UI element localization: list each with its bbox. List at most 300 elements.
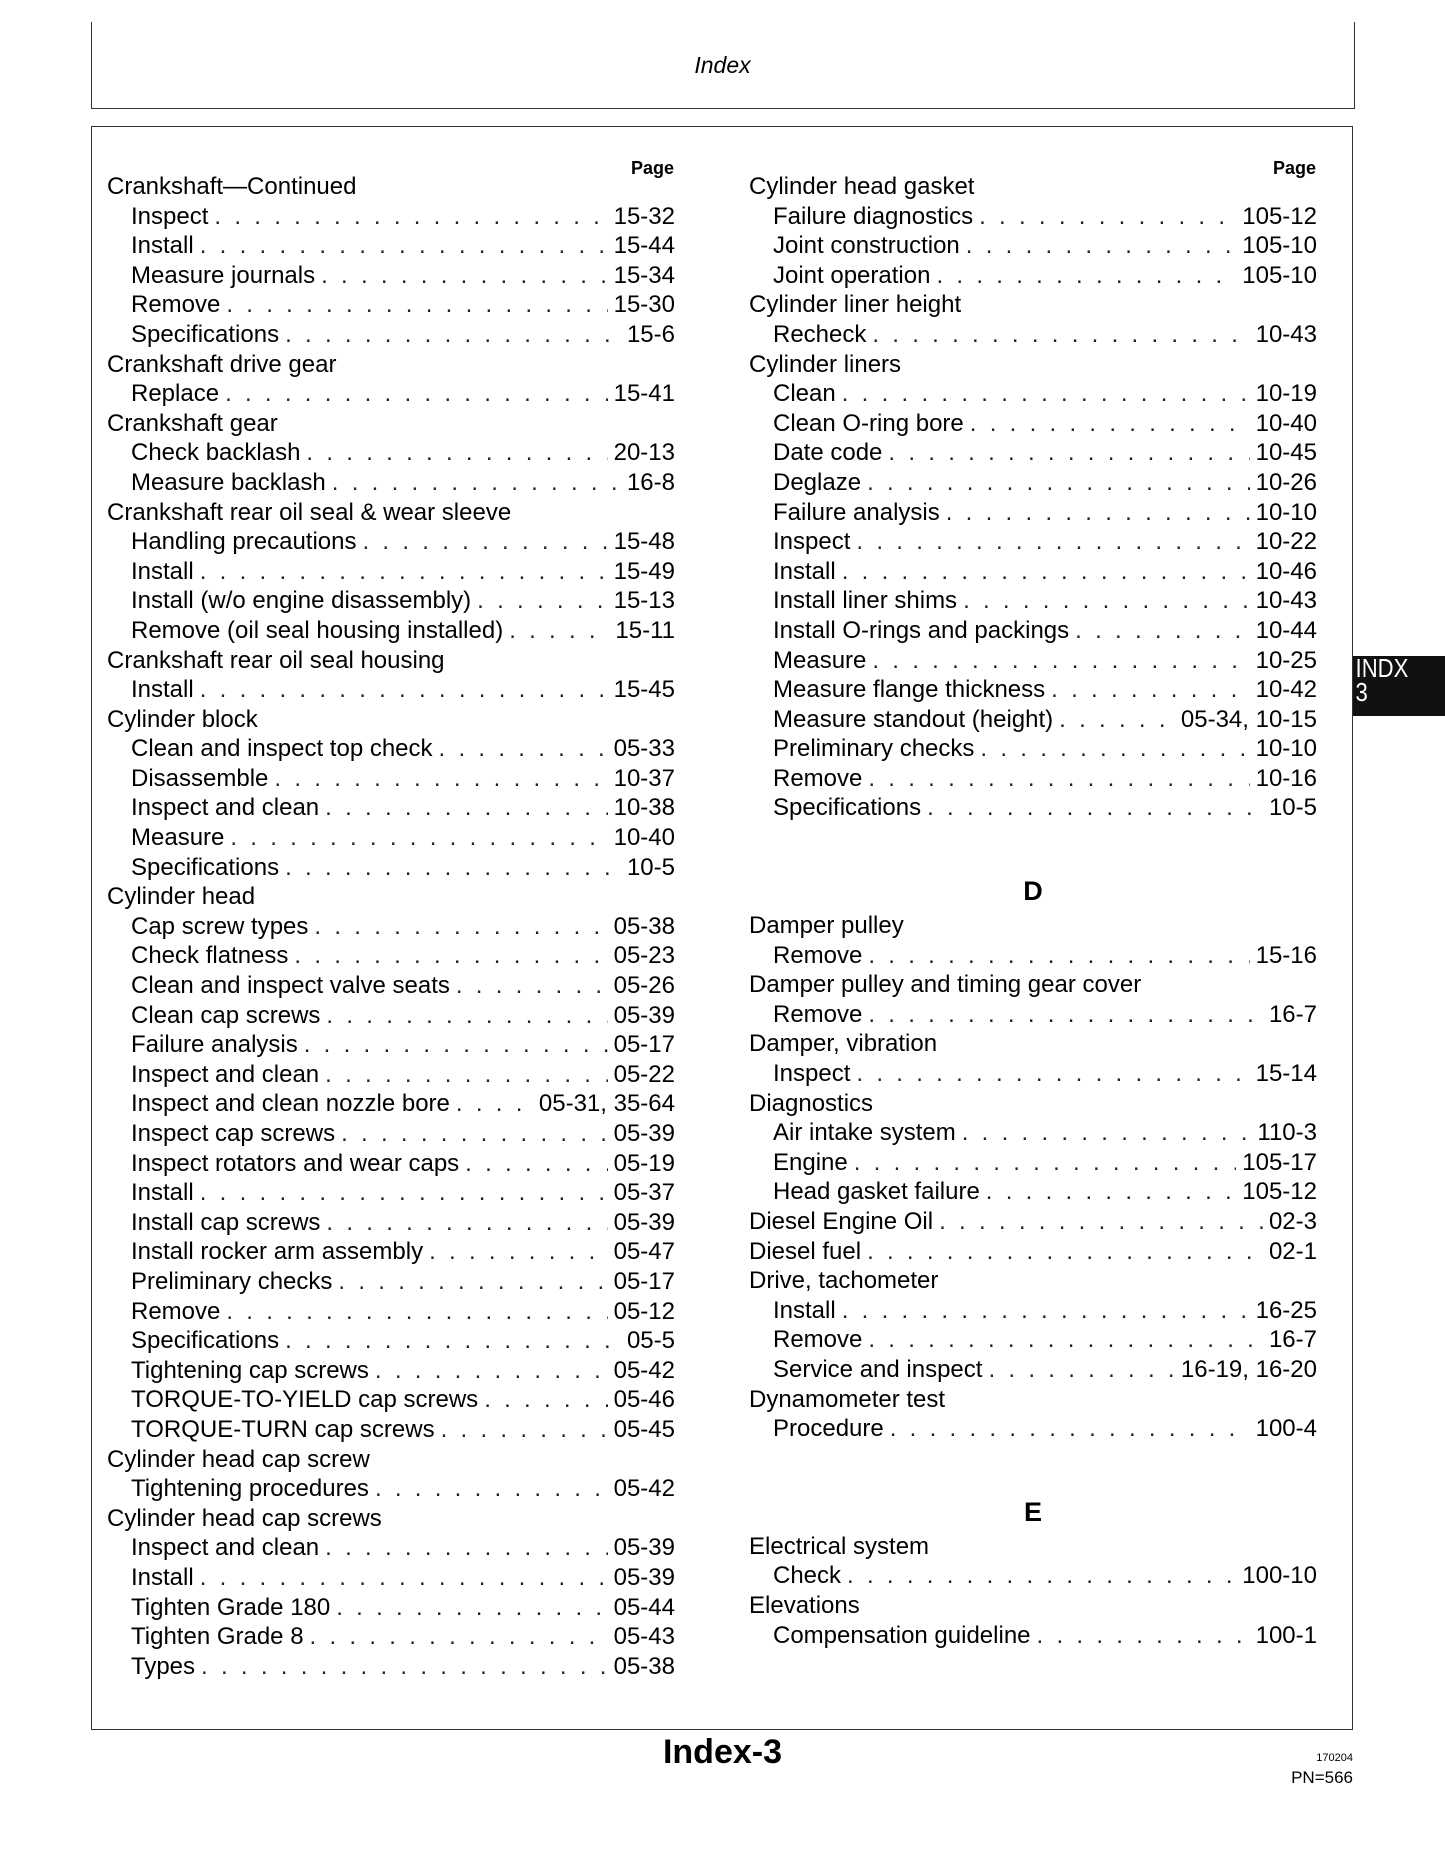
index-entry: [749, 1532, 1317, 1562]
index-entry-term: Install: [773, 1296, 836, 1324]
index-entry: [107, 1267, 675, 1297]
index-entry: [749, 172, 1317, 202]
index-entry-term: Measure backlash: [131, 468, 326, 496]
index-entry: [749, 1118, 1317, 1148]
index-entry: [749, 793, 1317, 823]
index-entry-term: Cylinder head: [107, 883, 256, 911]
index-entry: [107, 1060, 675, 1090]
index-entry: [107, 616, 675, 646]
index-entry: [107, 646, 675, 676]
index-entry-term: Install: [131, 676, 194, 704]
index-entry-term: Handling precautions: [131, 528, 357, 556]
index-entry-term: Remove: [773, 1326, 863, 1354]
index-entry: [107, 468, 675, 498]
index-entry-page: 05-39: [613, 1534, 675, 1562]
index-entry-term: Dynamometer test: [749, 1385, 946, 1413]
index-entry-term: Replace: [131, 380, 220, 408]
index-entry-term: Cylinder head cap screws: [107, 1504, 382, 1532]
index-entry-term: Specifications: [773, 794, 922, 822]
dot-leader: [326, 1208, 607, 1238]
index-entry-term: Remove (oil seal housing installed): [131, 616, 504, 644]
index-entry: [107, 172, 675, 202]
dot-leader: [456, 971, 608, 1001]
index-entry: [749, 261, 1317, 291]
index-entry: [749, 941, 1317, 971]
e-entries: [749, 1532, 1317, 1650]
index-entry-term: Diagnostics: [749, 1089, 874, 1117]
index-entry-term: Damper pulley and timing gear cover: [749, 971, 1142, 999]
index-entry-term: Head gasket failure: [773, 1178, 980, 1206]
index-entry: [749, 557, 1317, 587]
dot-leader: [939, 1207, 1263, 1237]
index-entry-page: 10-42: [1255, 676, 1317, 704]
index-entry: [107, 350, 675, 380]
index-entry-page: 16-7: [1268, 1326, 1317, 1354]
index-entry-term: Preliminary checks: [773, 735, 975, 763]
index-entry: [107, 1563, 675, 1593]
dot-leader: [200, 231, 608, 261]
index-entry-term: Types: [131, 1652, 196, 1680]
index-entry-term: Install cap screws: [131, 1208, 321, 1236]
index-entry-page: 105-10: [1242, 232, 1317, 260]
index-entry: [107, 823, 675, 853]
index-entry: [107, 557, 675, 587]
index-entry: [107, 971, 675, 1001]
index-entry-term: Inspect and clean: [131, 1534, 320, 1562]
index-entry: [749, 1266, 1317, 1296]
index-entry-page: 05-44: [613, 1593, 675, 1621]
index-entry-term: Measure journals: [131, 261, 316, 289]
index-entry-term: Joint construction: [773, 232, 960, 260]
index-entry-term: Inspect: [773, 1060, 851, 1088]
footer-page-number: Index-3: [662, 1733, 783, 1771]
index-entry: [107, 1504, 675, 1534]
index-entry: [107, 261, 675, 291]
index-entry-term: Joint operation: [773, 261, 931, 289]
index-entry-term: Check: [773, 1562, 842, 1590]
index-entry-term: Specifications: [131, 320, 280, 348]
dot-leader: [200, 1178, 608, 1208]
index-entry: [749, 1059, 1317, 1089]
dot-leader: [936, 261, 1236, 291]
index-entry-term: Cylinder head gasket: [749, 173, 975, 200]
index-entry-term: Engine: [773, 1148, 848, 1176]
index-entry: [107, 1237, 675, 1267]
index-entry-term: Specifications: [131, 1327, 280, 1355]
index-entry-term: Measure: [131, 824, 225, 852]
index-entry: [107, 231, 675, 261]
index-entry: [749, 498, 1317, 528]
dot-leader: [362, 527, 607, 557]
index-entry-page: 15-41: [613, 380, 675, 408]
index-entry: [749, 1177, 1317, 1207]
index-entry-page: 02-1: [1268, 1237, 1317, 1265]
index-entry: [749, 1355, 1317, 1385]
index-entry-page: 15-48: [613, 528, 675, 556]
index-entry-page: 05-37: [613, 1179, 675, 1207]
index-entry-page: 10-22: [1255, 528, 1317, 556]
index-entry-page: 16-25: [1255, 1296, 1317, 1324]
dot-leader: [200, 1563, 608, 1593]
index-entry-term: Remove: [131, 1297, 221, 1325]
dot-leader: [200, 675, 608, 705]
index-entry-page: 05-5: [626, 1327, 675, 1355]
index-entry-term: Cylinder liner height: [749, 291, 962, 319]
index-entry-page: 110-3: [1257, 1119, 1317, 1147]
index-entry-page: 05-43: [613, 1623, 675, 1651]
dot-leader: [304, 1030, 608, 1060]
index-entry-term: Clean and inspect top check: [131, 735, 433, 763]
index-entry-term: Cap screw types: [131, 912, 309, 940]
footer-pn: PN=566: [1291, 1768, 1353, 1787]
index-entry: [107, 1326, 675, 1356]
index-entry: [107, 1593, 675, 1623]
index-entry-page: 10-19: [1255, 380, 1317, 408]
index-entry-term: Elevations: [749, 1591, 860, 1619]
dot-leader: [1037, 1621, 1250, 1651]
dot-leader: [1051, 675, 1249, 705]
index-entry-term: Remove: [773, 764, 863, 792]
index-entry-term: Crankshaft rear oil seal housing: [107, 646, 445, 674]
index-entry: [749, 1621, 1317, 1651]
index-entry-page: 10-16: [1255, 764, 1317, 792]
index-entry-page: 15-11: [615, 616, 675, 644]
index-entry-page: 05-38: [613, 912, 675, 940]
dot-leader: [872, 646, 1249, 676]
index-entry-term: Remove: [131, 291, 221, 319]
dot-leader: [314, 912, 607, 942]
index-entry-term: Remove: [773, 1000, 863, 1028]
index-entry-page: 15-16: [1255, 941, 1317, 969]
index-entry-page: 105-12: [1242, 1178, 1317, 1206]
index-entry-term: Install: [131, 1563, 194, 1591]
index-entry: [749, 1207, 1317, 1237]
index-entry: [749, 1029, 1317, 1059]
index-entry-term: Install rocker arm assembly: [131, 1238, 424, 1266]
index-entry-page: 100-4: [1255, 1415, 1317, 1443]
dot-leader: [310, 1622, 608, 1652]
index-entry-page: 15-44: [613, 232, 675, 260]
index-entry: [107, 1474, 675, 1504]
index-entry: [107, 320, 675, 350]
index-entry-term: Inspect and clean nozzle bore: [131, 1090, 450, 1118]
index-entry-term: Install O-rings and packings: [773, 616, 1070, 644]
dot-leader: [336, 1593, 607, 1623]
index-entry: [749, 616, 1317, 646]
index-entry: [107, 1001, 675, 1031]
dot-leader: [868, 1000, 1263, 1030]
index-entry: [107, 1356, 675, 1386]
dot-leader: [285, 1326, 621, 1356]
index-entry-term: Install liner shims: [773, 587, 958, 615]
index-entry-page: 10-10: [1255, 498, 1317, 526]
dot-leader: [285, 853, 621, 883]
dot-leader: [946, 498, 1250, 528]
index-entry-term: Damper, vibration: [749, 1030, 938, 1058]
dot-leader: [842, 1296, 1250, 1326]
section-letter-d: D: [1023, 876, 1043, 907]
index-entry-page: 05-47: [613, 1238, 675, 1266]
index-entry: [749, 646, 1317, 676]
index-entry-page: 10-46: [1255, 557, 1317, 585]
index-entry-page: 05-19: [613, 1149, 675, 1177]
dot-leader: [226, 1297, 607, 1327]
index-entry-term: Clean and inspect valve seats: [131, 972, 450, 1000]
dot-leader: [509, 616, 609, 646]
dot-leader: [200, 557, 608, 587]
dot-leader: [854, 1148, 1237, 1178]
index-entry-page: 15-45: [613, 676, 675, 704]
dot-leader: [856, 527, 1249, 557]
index-entry-term: Install: [131, 232, 194, 260]
index-entry-term: Install: [131, 557, 194, 585]
index-entry: [749, 1089, 1317, 1119]
index-entry: [749, 1296, 1317, 1326]
index-entry-term: Tighten Grade 180: [131, 1593, 331, 1621]
index-entry-page: 10-45: [1255, 439, 1317, 467]
dot-leader: [962, 1118, 1252, 1148]
index-entry-term: Clean cap screws: [131, 1001, 321, 1029]
index-entry-page: 10-10: [1255, 735, 1317, 763]
index-entry-term: Install: [773, 557, 836, 585]
page-column-heading: Page: [1272, 158, 1316, 178]
index-entry: [107, 1652, 675, 1682]
dot-leader: [226, 290, 607, 320]
index-entry-term: Check backlash: [131, 439, 301, 467]
index-entry-term: Measure flange thickness: [773, 676, 1046, 704]
index-entry-page: 16-8: [626, 468, 675, 496]
index-entry-page: 100-10: [1242, 1562, 1317, 1590]
index-entry: [107, 409, 675, 439]
dot-leader: [230, 823, 607, 853]
dot-leader: [842, 379, 1250, 409]
index-entry-term: Diesel fuel: [749, 1237, 862, 1265]
index-section-tab: [1353, 653, 1445, 716]
index-entry: [107, 438, 675, 468]
dot-leader: [321, 261, 608, 291]
index-entry-page: 05-17: [613, 1031, 675, 1059]
dot-leader: [986, 1177, 1236, 1207]
index-entry-page: 10-40: [613, 824, 675, 852]
index-entry-term: Crankshaft—Continued: [107, 173, 357, 200]
index-entry: [749, 231, 1317, 261]
index-entry: [107, 1297, 675, 1327]
index-entry-term: Install (w/o engine disassembly): [131, 587, 472, 615]
index-entry-page: 05-39: [613, 1208, 675, 1236]
index-entry: [749, 1148, 1317, 1178]
index-entry-page: 02-3: [1268, 1208, 1317, 1235]
index-entry-term: Inspect: [773, 528, 851, 556]
index-entry: [749, 1414, 1317, 1444]
index-entry-page: 10-43: [1255, 587, 1317, 615]
index-entry-term: Specifications: [131, 853, 280, 881]
index-entry-page: 15-14: [1255, 1060, 1317, 1088]
index-entry-page: 05-38: [613, 1652, 675, 1680]
dot-leader: [856, 1059, 1249, 1089]
index-entry-page: 16-7: [1268, 1000, 1317, 1028]
dot-leader: [872, 320, 1249, 350]
index-entry-term: Inspect and clean: [131, 794, 320, 822]
dot-leader: [963, 586, 1250, 616]
dot-leader: [439, 734, 608, 764]
dot-leader: [980, 734, 1249, 764]
dot-leader: [201, 1652, 608, 1682]
index-entry-page: 05-39: [613, 1120, 675, 1147]
dot-leader: [867, 468, 1250, 498]
c-entries: [749, 172, 1317, 823]
index-entry-term: Failure diagnostics: [773, 202, 974, 230]
index-entry: [107, 1533, 675, 1563]
d-entries: [749, 911, 1317, 1444]
index-entry-term: Damper pulley: [749, 912, 904, 940]
index-entry: [107, 882, 675, 912]
index-entry: [107, 1208, 675, 1238]
index-entry-page: 10-5: [1268, 794, 1317, 822]
index-entry-term: Clean: [773, 380, 836, 408]
index-entry-page: 05-33: [613, 735, 675, 763]
index-entry-term: Drive, tachometer: [749, 1267, 939, 1295]
index-entry: [107, 290, 675, 320]
dot-leader: [375, 1356, 608, 1386]
index-entry: [107, 853, 675, 883]
index-entry-page: 20-13: [613, 439, 675, 467]
index-entry-term: Tightening procedures: [131, 1475, 369, 1503]
index-entry-page: 10-44: [1255, 616, 1317, 644]
index-entry-term: Cylinder head cap screw: [107, 1445, 370, 1473]
dot-leader: [868, 941, 1249, 971]
dot-leader: [332, 468, 621, 498]
index-entry-page: 15-32: [613, 202, 675, 230]
index-entry-term: Measure standout (height): [773, 705, 1054, 733]
index-entry: [107, 1622, 675, 1652]
dot-leader: [465, 1149, 607, 1179]
dot-leader: [979, 202, 1236, 232]
index-entry: [107, 1178, 675, 1208]
dot-leader: [325, 793, 607, 823]
index-entry-page: 05-42: [613, 1356, 675, 1384]
index-entry-term: Cylinder liners: [749, 350, 902, 378]
index-entry: [749, 438, 1317, 468]
index-entry-term: Crankshaft rear oil seal & wear sleeve: [107, 498, 512, 526]
index-entry: [749, 675, 1317, 705]
dot-leader: [966, 231, 1237, 261]
dot-leader: [988, 1355, 1174, 1385]
index-entry-page: 100-1: [1255, 1621, 1317, 1649]
index-entry: [749, 970, 1317, 1000]
index-entry-term: Install: [131, 1179, 194, 1207]
left-entries: [107, 172, 675, 1681]
index-entry-term: Failure analysis: [773, 498, 940, 526]
index-entry: [107, 941, 675, 971]
index-entry-term: Crankshaft gear: [107, 409, 278, 437]
dot-leader: [341, 1119, 608, 1149]
dot-leader: [441, 1415, 608, 1445]
index-entry-term: Tighten Grade 8: [131, 1623, 304, 1651]
index-entry-page: 05-34, 10-15: [1180, 705, 1317, 733]
index-entry: [749, 705, 1317, 735]
index-entry: [749, 1325, 1317, 1355]
section-gap: [749, 823, 1317, 871]
index-entry-term: Check flatness: [131, 942, 289, 970]
index-entry-page: 05-39: [613, 1001, 675, 1029]
index-entry-term: Tightening cap screws: [131, 1356, 369, 1384]
index-entry: [749, 1000, 1317, 1030]
index-entry-page: 10-25: [1255, 646, 1317, 674]
index-entry-page: 05-23: [613, 942, 675, 970]
index-entry: [107, 379, 675, 409]
dot-leader: [429, 1237, 608, 1267]
dot-leader: [285, 320, 621, 350]
index-entry-term: Service and inspect: [773, 1355, 983, 1383]
index-entry: [107, 1119, 675, 1149]
page-column-heading: Page: [630, 158, 674, 178]
dot-leader: [1059, 705, 1175, 735]
index-entry: [749, 409, 1317, 439]
index-entry: [107, 675, 675, 705]
index-entry: [107, 1445, 675, 1475]
index-entry: [107, 202, 675, 232]
tab-label: INDX: [1355, 653, 1409, 683]
index-entry-page: 10-5: [626, 853, 675, 881]
dot-leader: [890, 1414, 1250, 1444]
index-entry: [749, 320, 1317, 350]
index-entry-page: 05-39: [613, 1563, 675, 1591]
index-entry-page: 15-49: [613, 557, 675, 585]
index-entry-term: Remove: [773, 941, 863, 969]
index-entry-term: Electrical system: [749, 1532, 930, 1560]
index-entry-page: 16-19, 16-20: [1180, 1355, 1317, 1383]
dot-leader: [868, 764, 1249, 794]
index-entry-term: Recheck: [773, 320, 867, 348]
dot-leader: [375, 1474, 608, 1504]
index-entry: [107, 1149, 675, 1179]
index-entry: [107, 498, 675, 528]
index-entry-page: 05-45: [613, 1415, 675, 1443]
dot-leader: [326, 1001, 607, 1031]
index-entry-term: Clean O-ring bore: [773, 409, 964, 437]
index-entry-term: Failure analysis: [131, 1031, 298, 1059]
index-entry-term: Inspect and clean: [131, 1060, 320, 1088]
index-entry-term: Crankshaft drive gear: [107, 350, 337, 378]
index-entry: [749, 527, 1317, 557]
index-entry-term: Measure: [773, 646, 867, 674]
dot-leader: [325, 1533, 607, 1563]
index-entry-page: 15-34: [613, 261, 675, 289]
index-entry: [749, 911, 1317, 941]
dot-leader: [888, 438, 1249, 468]
dot-leader: [225, 379, 608, 409]
dot-leader: [306, 438, 607, 468]
index-entry: [107, 586, 675, 616]
index-entry-term: Preliminary checks: [131, 1267, 333, 1295]
dot-leader: [214, 202, 607, 232]
dot-leader: [325, 1060, 607, 1090]
dot-leader: [842, 557, 1250, 587]
index-entry-term: Inspect cap screws: [131, 1120, 336, 1147]
dot-leader: [338, 1267, 607, 1297]
dot-leader: [274, 764, 607, 794]
index-entry-term: Diesel Engine Oil: [749, 1208, 934, 1235]
index-entry-term: Air intake system: [773, 1119, 956, 1147]
index-entry-term: Procedure: [773, 1415, 884, 1443]
dot-leader: [970, 409, 1250, 439]
dot-leader: [294, 941, 607, 971]
index-entry: [107, 1415, 675, 1445]
index-entry-term: TORQUE-TO-YIELD cap screws: [131, 1386, 479, 1414]
index-entry-term: Compensation guideline: [773, 1621, 1031, 1649]
index-entry-page: 10-37: [613, 764, 675, 792]
index-entry-page: 10-43: [1255, 320, 1317, 348]
